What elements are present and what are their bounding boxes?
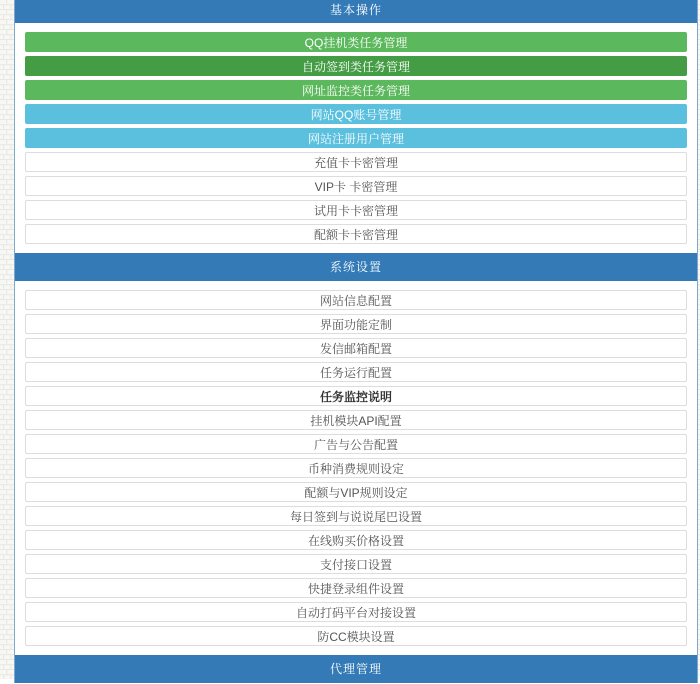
menu-item-auto-signin-task-mgmt[interactable]: 自动签到类任务管理 bbox=[25, 56, 687, 76]
menu-item-hangup-module-api-config[interactable]: 挂机模块API配置 bbox=[25, 410, 687, 430]
menu-item-quota-vip-rules[interactable]: 配额与VIP规则设定 bbox=[25, 482, 687, 502]
menu-item-site-qq-account-mgmt[interactable]: 网站QQ账号管理 bbox=[25, 104, 687, 124]
menu-item-trial-card-key-mgmt[interactable]: 试用卡卡密管理 bbox=[25, 200, 687, 220]
section-header-basic-operations: 基本操作 bbox=[15, 0, 697, 23]
menu-item-qq-hangup-task-mgmt[interactable]: QQ挂机类任务管理 bbox=[25, 32, 687, 52]
menu-item-ads-announcement-config[interactable]: 广告与公告配置 bbox=[25, 434, 687, 454]
menu-item-payment-api-settings[interactable]: 支付接口设置 bbox=[25, 554, 687, 574]
menu-item-quota-card-key-mgmt[interactable]: 配额卡卡密管理 bbox=[25, 224, 687, 244]
menu-item-ui-function-custom[interactable]: 界面功能定制 bbox=[25, 314, 687, 334]
menu-item-task-monitor-notes[interactable]: 任务监控说明 bbox=[25, 386, 687, 406]
section-header-system-settings: 系统设置 bbox=[15, 253, 697, 281]
menu-item-quick-login-component[interactable]: 快捷登录组件设置 bbox=[25, 578, 687, 598]
menu-item-online-purchase-price[interactable]: 在线购买价格设置 bbox=[25, 530, 687, 550]
menu-item-anti-cc-module[interactable]: 防CC模块设置 bbox=[25, 626, 687, 646]
section-system-settings bbox=[15, 253, 697, 655]
menu-item-site-info-config[interactable]: 网站信息配置 bbox=[25, 290, 687, 310]
menu-item-recharge-card-key-mgmt[interactable]: 充值卡卡密管理 bbox=[25, 152, 687, 172]
menu-item-site-registered-user-mgmt[interactable]: 网站注册用户管理 bbox=[25, 128, 687, 148]
menu-item-sender-email-config[interactable]: 发信邮箱配置 bbox=[25, 338, 687, 358]
admin-menu-panel bbox=[14, 0, 698, 683]
menu-item-auto-captcha-platform[interactable]: 自动打码平台对接设置 bbox=[25, 602, 687, 622]
section-body-system-settings bbox=[15, 281, 697, 655]
menu-item-vip-card-key-mgmt[interactable]: VIP卡 卡密管理 bbox=[25, 176, 687, 196]
menu-item-task-run-config[interactable]: 任务运行配置 bbox=[25, 362, 687, 382]
section-basic-operations bbox=[15, 0, 697, 253]
menu-item-url-monitor-task-mgmt[interactable]: 网址监控类任务管理 bbox=[25, 80, 687, 100]
section-header-agent-management: 代理管理 bbox=[15, 655, 697, 683]
menu-item-daily-signin-tail-settings[interactable]: 每日签到与说说尾巴设置 bbox=[25, 506, 687, 526]
menu-item-currency-consume-rules[interactable]: 币种消费规则设定 bbox=[25, 458, 687, 478]
section-body-basic-operations bbox=[15, 23, 697, 253]
